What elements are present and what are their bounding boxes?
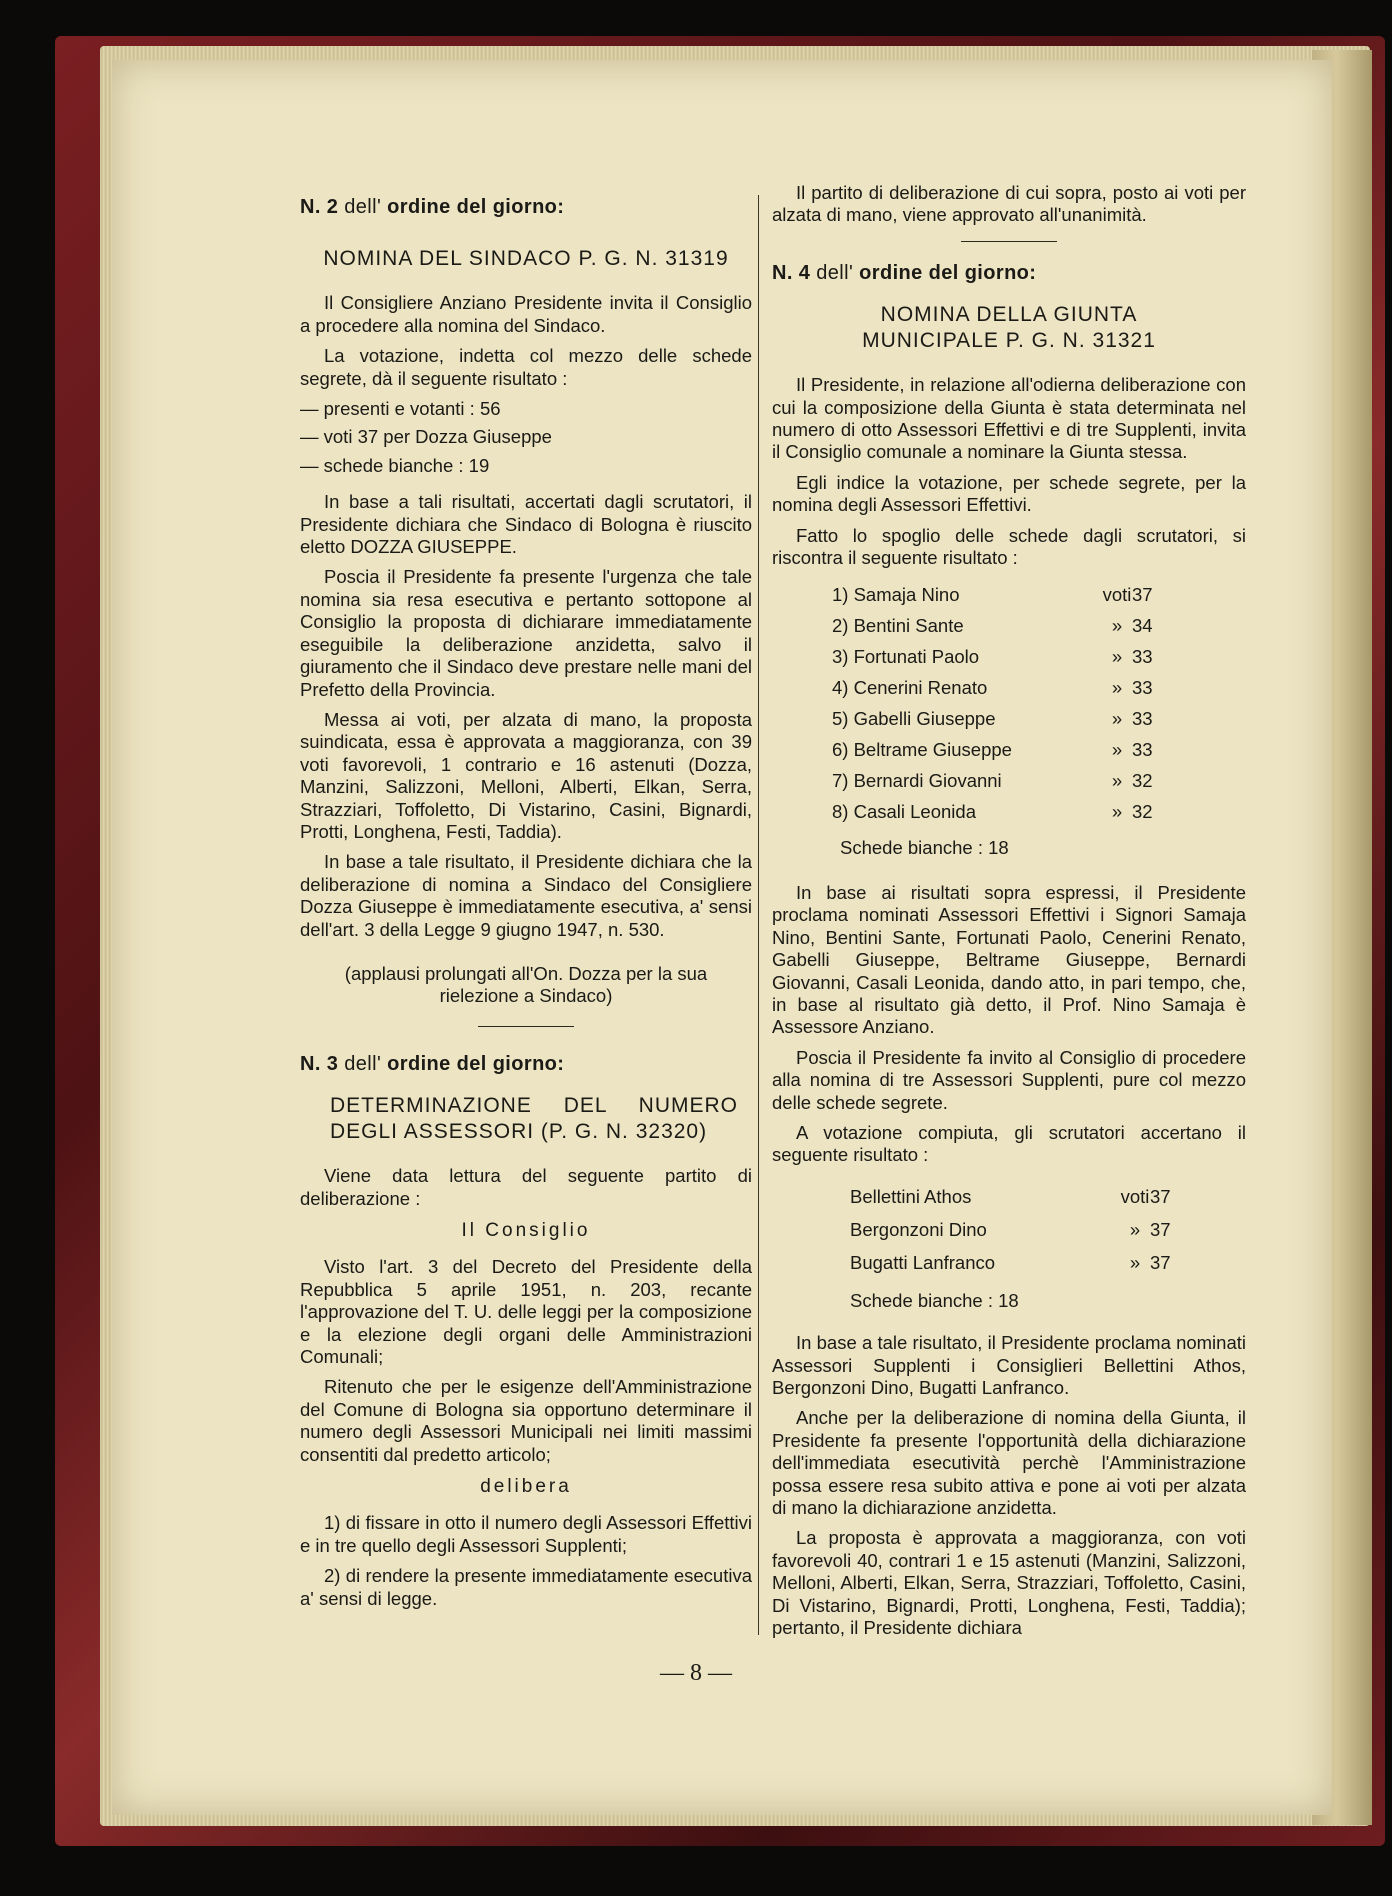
list-item: — voti 37 per Dozza Giuseppe [300, 426, 552, 448]
vote-count: 37 [1150, 1186, 1171, 1208]
votes-mark: » [1111, 676, 1123, 698]
heading-number: N. 2 [300, 196, 339, 218]
candidate-name: Bellettini Athos [850, 1186, 972, 1208]
heading-pre: dell' [344, 1052, 382, 1075]
vote-count: 32 [1132, 769, 1153, 791]
candidate-name: 1) Samaja Nino [832, 583, 960, 605]
section-divider [961, 241, 1057, 242]
result-row [832, 641, 1172, 672]
paragraph: In base a tale risultato, il Presidente proclama nominati Assessori Supplenti i Consiglieri Bellettini Athos, Bergonzoni Dino, Bugatti Lanfranco. [772, 1332, 1246, 1398]
paragraph: Visto l'art. 3 del Decreto del Presidente della Repubblica 5 aprile 1951, n. 203, recante l'approvazione del T. U. delle leggi per la composizione e la elezione degli organi delle Amministrazioni Comunali; [300, 1256, 752, 1368]
delibera-heading: delibera [480, 1476, 572, 1498]
vote-count: 34 [1132, 614, 1153, 636]
left-column [300, 196, 752, 1618]
votes-mark: » [1111, 614, 1123, 636]
paragraph: Viene data lettura del seguente partito di deliberazione : [300, 1165, 752, 1209]
section-title-3: DETERMINAZIONE DEL NUMERO DEGLI ASSESSORI (P. G. N. 32320) [330, 1094, 738, 1144]
list-item: — schede bianche : 19 [300, 454, 490, 476]
paragraph: Il Consigliere Anziano Presidente invita il Consiglio a procedere alla nomina del Sindaco. [300, 292, 752, 336]
paragraph: In base a tali risultati, accertati dagli scrutatori, il Presidente dichiara che Sindaco di Bologna è riuscito eletto DOZZA GIUSEPPE. [300, 491, 752, 558]
paragraph: 1) di fissare in otto il numero degli Assessori Effettivi e in tre quello degli Assessori Supplenti; [300, 1512, 752, 1556]
vote-count: 33 [1132, 676, 1153, 698]
blank-ballots: Schede bianche : 18 [840, 837, 1009, 859]
candidate-name: 4) Cenerini Renato [832, 676, 988, 698]
result-row [832, 734, 1172, 765]
section-heading-2 [300, 196, 752, 218]
votes-mark: » [1111, 707, 1123, 729]
section-heading-4 [772, 262, 1246, 284]
paragraph: La proposta è approvata a maggioranza, con voti favorevoli 40, contrari 1 e 15 astenuti (Manzini, Salizzoni, Melloni, Alberti, Elkan, Serra, Strazziari, Toffoletto, Casini, Di Vistarino, Bignardi, Protti, Longhena, Festi, Taddia); pertanto, il Presidente dichiara [772, 1527, 1246, 1639]
vote-count: 33 [1132, 707, 1153, 729]
vote-count: 37 [1150, 1219, 1171, 1241]
votes-mark: » [1111, 800, 1123, 822]
result-row [832, 703, 1172, 734]
paragraph: Fatto lo spoglio delle schede dagli scrutatori, si riscontra il seguente risultato : [772, 524, 1246, 569]
heading-number: N. 3 [300, 1052, 339, 1075]
consiglio-heading: Il Consiglio [461, 1220, 591, 1241]
right-column [772, 182, 1246, 1647]
candidate-name: 5) Gabelli Giuseppe [832, 707, 996, 729]
votes-mark: » [1129, 1252, 1141, 1274]
result-row [832, 765, 1172, 796]
paragraph: In base ai risultati sopra espressi, il Presidente proclama nominati Assessori Effettivi i Signori Samaja Nino, Bentini Sante, Fortunati Paolo, Cenerini Renato, Gabelli Giuseppe, Beltrame Giuseppe, Bernardi Giovanni, Casali Leonida, dando atto, in pari tempo, che, in base al risultato già detto, il Prof. Nino Samaja è Assessore Anziano. [772, 881, 1246, 1038]
section-title-2: NOMINA DEL SINDACO P. G. N. 31319 [323, 247, 729, 271]
vote-count: 33 [1132, 738, 1153, 760]
paragraph: Il Presidente, in relazione all'odierna deliberazione con cui la composizione della Giunta è stata determinata nel numero di otto Assessori Effettivi e di tre Supplenti, invita il Consiglio comunale a nominare la Giunta stessa. [772, 374, 1246, 463]
votes-mark: voti [1102, 583, 1132, 605]
votes-mark: » [1111, 738, 1123, 760]
page-number: — 8 — [660, 1660, 732, 1686]
heading-bold: ordine del giorno: [387, 1052, 565, 1075]
result-row [832, 796, 1172, 827]
paragraph: La votazione, indetta col mezzo delle schede segrete, dà il seguente risultato : [300, 345, 752, 389]
applause-note: (applausi prolungati all'On. Dozza per la sua rielezione a Sindaco) [344, 962, 708, 1007]
result-row [832, 672, 1172, 703]
result-row [850, 1181, 1190, 1214]
section-title-4: NOMINA DELLA GIUNTA MUNICIPALE P. G. N. 31321 [862, 303, 1156, 353]
vote-count: 37 [1150, 1252, 1171, 1274]
candidate-name: 7) Bernardi Giovanni [832, 769, 1002, 791]
paragraph: 2) di rendere la presente immediatamente esecutiva a' sensi di legge. [300, 1565, 752, 1609]
paragraph: Anche per la deliberazione di nomina della Giunta, il Presidente fa presente l'opportunità della dichiarazione dell'immediata esecutività perchè l'Amministrazione possa essere resa subito attiva e pone ai voti per alzata di mano la dichiarazione anzidetta. [772, 1407, 1246, 1518]
candidate-name: 6) Beltrame Giuseppe [832, 738, 1012, 760]
paragraph: Poscia il Presidente fa presente l'urgenza che tale nomina sia resa esecutiva e pertanto sottopone al Consiglio la proposta di dichiarare immediatamente eseguibile la deliberazione anzidetta, salvo il giuramento che il Sindaco deve prestare nelle mani del Prefetto della Provincia. [300, 566, 752, 700]
heading-number: N. 4 [772, 261, 811, 284]
blank-ballots: Schede bianche : 18 [850, 1289, 1019, 1311]
vote-count: 33 [1132, 645, 1153, 667]
heading-bold: ordine del giorno: [387, 196, 565, 218]
results-table-supplenti [850, 1181, 1190, 1280]
result-row [850, 1214, 1190, 1247]
heading-pre: dell' [816, 261, 854, 284]
paragraph: In base a tale risultato, il Presidente dichiara che la deliberazione di nomina a Sindaco del Consigliere Dozza Giuseppe è immediatamente esecutiva, a' sensi dell'art. 3 della Legge 9 giugno 1947, n. 530. [300, 851, 752, 940]
votes-mark: » [1111, 645, 1123, 667]
candidate-name: 2) Bentini Sante [832, 614, 964, 636]
votes-mark: » [1129, 1219, 1141, 1241]
paragraph: Ritenuto che per le esigenze dell'Amministrazione del Comune di Bologna sia opportuno determinare il numero degli Assessori Municipali nei limiti massimi consentiti dal predetto articolo; [300, 1376, 752, 1465]
votes-mark: voti [1120, 1186, 1150, 1208]
column-divider [758, 195, 759, 1635]
result-row [832, 579, 1172, 610]
candidate-name: Bugatti Lanfranco [850, 1252, 996, 1274]
votes-mark: » [1111, 769, 1123, 791]
result-row [832, 610, 1172, 641]
section-divider [478, 1026, 574, 1027]
heading-bold: ordine del giorno: [859, 261, 1037, 284]
candidate-name: Bergonzoni Dino [850, 1219, 987, 1241]
paragraph: Poscia il Presidente fa invito al Consiglio di procedere alla nomina di tre Assessori Supplenti, pure col mezzo delle schede segrete. [772, 1046, 1246, 1113]
heading-pre: dell' [344, 196, 382, 218]
paragraph: A votazione compiuta, gli scrutatori accertano il seguente risultato : [772, 1121, 1246, 1166]
list-item: — presenti e votanti : 56 [300, 398, 501, 420]
paragraph: Egli indice la votazione, per schede segrete, per la nomina degli Assessori Effettivi. [772, 471, 1246, 516]
candidate-name: 3) Fortunati Paolo [832, 645, 980, 667]
paragraph: Messa ai voti, per alzata di mano, la proposta suindicata, essa è approvata a maggioranza, con 39 voti favorevoli, 1 contrario e 16 astenuti (Dozza, Manzini, Salizzoni, Melloni, Alberti, Elkan, Serra, Strazziari, Toffoletto, Di Vistarino, Casini, Bignardi, Protti, Longhena, Festi, Taddia). [300, 708, 752, 842]
paragraph: Il partito di deliberazione di cui sopra, posto ai voti per alzata di mano, viene approvato all'unanimità. [772, 182, 1246, 226]
result-row [850, 1247, 1190, 1280]
section-heading-3 [300, 1053, 752, 1075]
vote-count: 32 [1132, 800, 1153, 822]
vote-count: 37 [1132, 583, 1153, 605]
results-table-effettivi [832, 579, 1172, 827]
candidate-name: 8) Casali Leonida [832, 800, 976, 822]
